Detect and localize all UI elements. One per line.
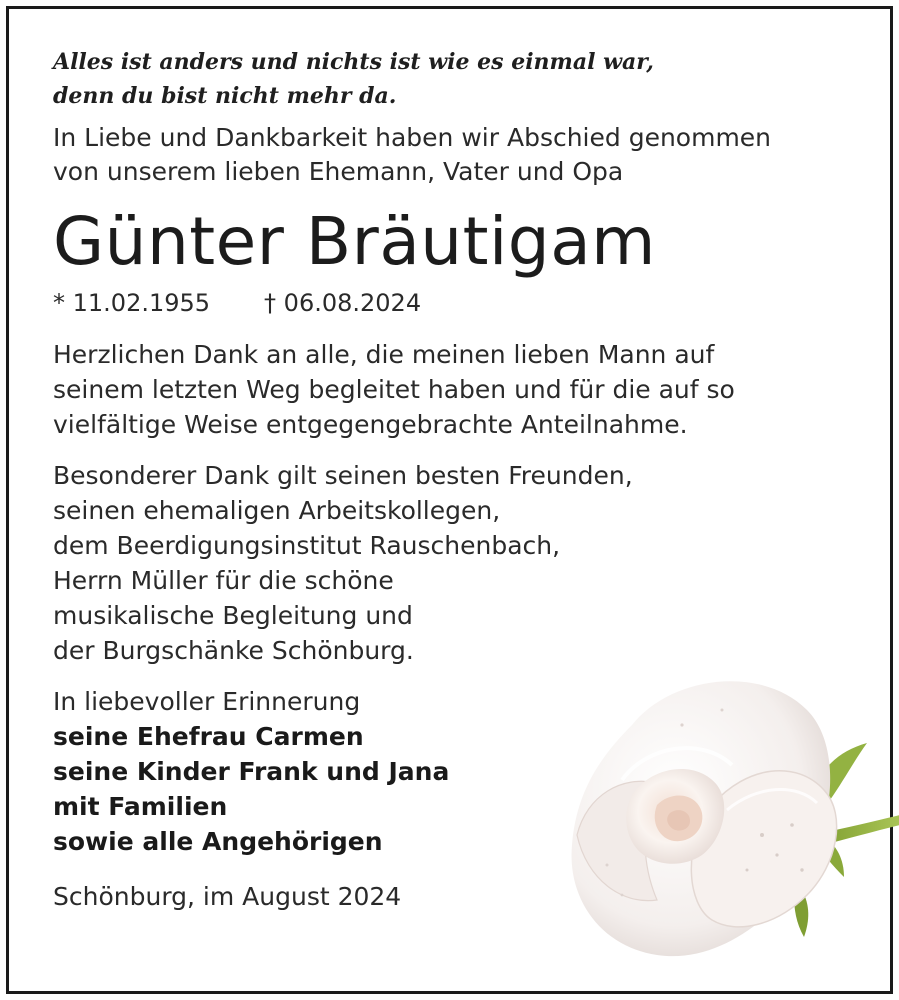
intro-line-1: In Liebe und Dankbarkeit haben wir Abschied genommen bbox=[53, 123, 772, 152]
signature-name: mit Familien bbox=[53, 792, 228, 821]
thanks-line: seinem letzten Weg begleitet haben und für die auf so bbox=[53, 375, 735, 404]
birth-date: * 11.02.1955 bbox=[53, 289, 211, 317]
special-thanks-line: Besonderer Dank gilt seinen besten Freunden, bbox=[53, 461, 633, 490]
thanks-line: Herzlichen Dank an alle, die meinen lieben Mann auf bbox=[53, 340, 715, 369]
place-and-date: Schönburg, im August 2024 bbox=[53, 882, 402, 911]
special-thanks-line: Herrn Müller für die schöne bbox=[53, 566, 394, 595]
motto-line-1: Alles ist anders und nichts ist wie es einmal war, bbox=[53, 49, 654, 75]
deceased-name: Günter Bräutigam bbox=[53, 203, 656, 280]
signature-name: sowie alle Angehörigen bbox=[53, 827, 383, 856]
signature-name: seine Kinder Frank und Jana bbox=[53, 757, 450, 786]
thanks-line: vielfältige Weise entgegengebrachte Anteilnahme. bbox=[53, 410, 688, 439]
life-dates bbox=[53, 287, 853, 319]
intro-line-2: von unserem lieben Ehemann, Vater und Opa bbox=[53, 157, 624, 186]
motto-line-2: denn du bist nicht mehr da. bbox=[53, 83, 397, 109]
white-rose-image bbox=[562, 665, 899, 975]
obituary-frame bbox=[6, 6, 893, 994]
signature-intro: In liebevoller Erinnerung bbox=[53, 687, 361, 716]
special-thanks-line: der Burgschänke Schönburg. bbox=[53, 636, 414, 665]
special-thanks-line: seinen ehemaligen Arbeitskollegen, bbox=[53, 496, 501, 525]
signature-name: seine Ehefrau Carmen bbox=[53, 722, 364, 751]
death-date: † 06.08.2024 bbox=[264, 289, 422, 317]
motto bbox=[53, 45, 853, 113]
special-thanks-paragraph bbox=[53, 458, 853, 668]
special-thanks-line: musikalische Begleitung und bbox=[53, 601, 413, 630]
special-thanks-line: dem Beerdigungsinstitut Rauschenbach, bbox=[53, 531, 561, 560]
thanks-paragraph bbox=[53, 337, 853, 442]
intro-text bbox=[53, 121, 853, 189]
